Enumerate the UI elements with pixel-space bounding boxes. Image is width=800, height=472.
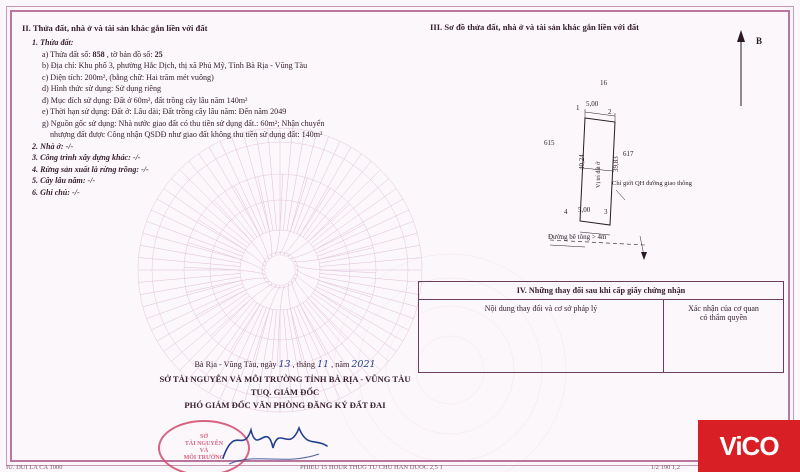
year-prefix: , năm — [331, 360, 350, 369]
parcel-number-row — [22, 49, 412, 60]
map-sheet-label: , tờ bản đồ số: — [106, 49, 153, 59]
issuing-office: SỞ TÀI NGUYÊN VÀ MÔI TRƯỜNG TỈNH BÀ RỊA - VŨNG TÀU — [159, 373, 411, 384]
logo-letter-c: C — [741, 430, 760, 461]
section-4-col-1-header: Nội dung thay đổi và cơ sở pháp lý — [419, 300, 664, 372]
place-date-line — [120, 358, 450, 373]
area-row: c) Diện tích: 200m², (bằng chữ: Hai trăm mét vuông) — [42, 72, 214, 82]
section-4-table — [418, 281, 784, 373]
signer-position: PHÓ GIÁM ĐỐC VĂN PHÒNG ĐĂNG KÝ ĐẤT ĐAI — [184, 400, 386, 411]
parcel-top-number: 16 — [600, 79, 607, 87]
section-2-item-3: 3. Công trình xây dựng khác: -/- — [32, 153, 141, 163]
section-4-col-2-line-2: có thẩm quyền — [699, 313, 748, 322]
corner-2-number: 2 — [608, 108, 612, 116]
signature-year: 2021 — [351, 359, 376, 370]
parcel-right-number: 617 — [623, 150, 634, 158]
section-2-item-6: 6. Ghi chú: -/- — [32, 187, 80, 197]
section-2-item-1-label: 1. Thửa đất: — [32, 38, 74, 48]
origin-row-2: nhượng đất được Công nhận QSDĐ như giao đất không thu tiền sử dụng đất: 140m² — [50, 130, 323, 140]
edge-right-length: 39,83 — [612, 156, 620, 172]
section-2-item-4: 4. Rừng sản xuất là rừng trồng: -/- — [32, 164, 149, 174]
logo-letter-i: i — [735, 430, 742, 461]
parcel-number-value: 858 — [92, 49, 105, 59]
tuq-line: TUQ. GIÁM ĐỐC — [250, 387, 320, 398]
bottom-strip — [0, 458, 800, 472]
parcel-left-number: 615 — [544, 139, 555, 147]
logo-letter-v: V — [719, 430, 736, 461]
edge-bottom-length: 5,00 — [578, 206, 591, 214]
address-row: b) Địa chỉ: Khu phố 3, phường Hắc Dịch, thị xã Phú Mỹ, Tỉnh Bà Rịa - Vũng Tàu — [42, 61, 308, 71]
bottom-center-text: PHIEU 15 HOUR THUG TU CHU HAN DUOC 2,5 1 — [300, 464, 443, 471]
section-4-title: IV. Những thay đổi sau khi cấp giấy chứng nhận — [419, 282, 783, 300]
logo-letter-o: O — [759, 430, 779, 461]
north-label: B — [756, 36, 763, 46]
map-sheet-value: 25 — [154, 49, 163, 59]
road-label: Đường bê tông > 4m — [548, 233, 607, 241]
edge-top-length: 5,00 — [586, 100, 599, 108]
section-2-title: II. Thửa đất, nhà ở và tài sản khác gắn liền với đất — [22, 23, 208, 33]
parcel-number-label: a) Thửa đất số: — [42, 49, 91, 59]
use-form-row: d) Hình thức sử dụng: Sử dụng riêng — [42, 84, 162, 94]
section-4-col-2-line-1: Xác nhận của cơ quan — [688, 304, 759, 313]
bottom-right-text: 1/2 190 1,2 — [650, 464, 680, 471]
section-3-title: III. Sơ đồ thửa đất, nhà ở và tài sản khác gắn liền với đất — [430, 22, 640, 32]
section-2-item-2: 2. Nhà ở: -/- — [32, 141, 74, 151]
corner-1-number: 1 — [576, 104, 580, 112]
seal-line-3: VÀ — [199, 448, 209, 454]
seal-line-1: SỞ — [199, 434, 208, 441]
section-2-item-5: 5. Cây lâu năm: -/- — [32, 176, 96, 186]
bottom-left-text: IU. DUI LA CA 1000 — [6, 464, 63, 471]
residential-position-note: Vị trí đất ở — [596, 161, 602, 188]
section-4-col-2-header — [664, 300, 783, 372]
use-term-row: e) Thời hạn sử dụng: Đất ở: Lâu dài; Đất trồng cây lâu năm: Đến năm 2049 — [42, 107, 287, 117]
seal-line-2: TÀI NGUYÊN — [184, 441, 224, 448]
section-2-block — [22, 22, 412, 198]
signature-month: 11 — [316, 359, 330, 370]
edge-left-length: 40,24 — [578, 154, 586, 170]
signature-day: 13 — [278, 359, 291, 370]
vico-logo-text — [719, 431, 778, 462]
vico-logo — [698, 420, 800, 472]
road-planning-note: Chỉ giới QH đường giao thông — [612, 180, 692, 187]
origin-row-1: g) Nguồn gốc sử dụng: Nhà nước giao đất có thu tiền sử dụng đất.: 60m²; Nhận chuyển — [42, 118, 325, 128]
seal-line-4: MÔI TRƯỜNG — [183, 454, 225, 461]
use-purpose-row: đ) Mục đích sử dụng: Đất ở 60m², đất trồng cây lâu năm 140m² — [42, 95, 248, 105]
bottom-number-right: 3 — [604, 208, 608, 216]
signature-block — [120, 358, 450, 413]
bottom-number-left: 4 — [564, 208, 568, 216]
month-prefix: , tháng — [292, 360, 315, 369]
place-date-prefix: Bà Rịa - Vũng Tàu, ngày — [194, 360, 277, 369]
